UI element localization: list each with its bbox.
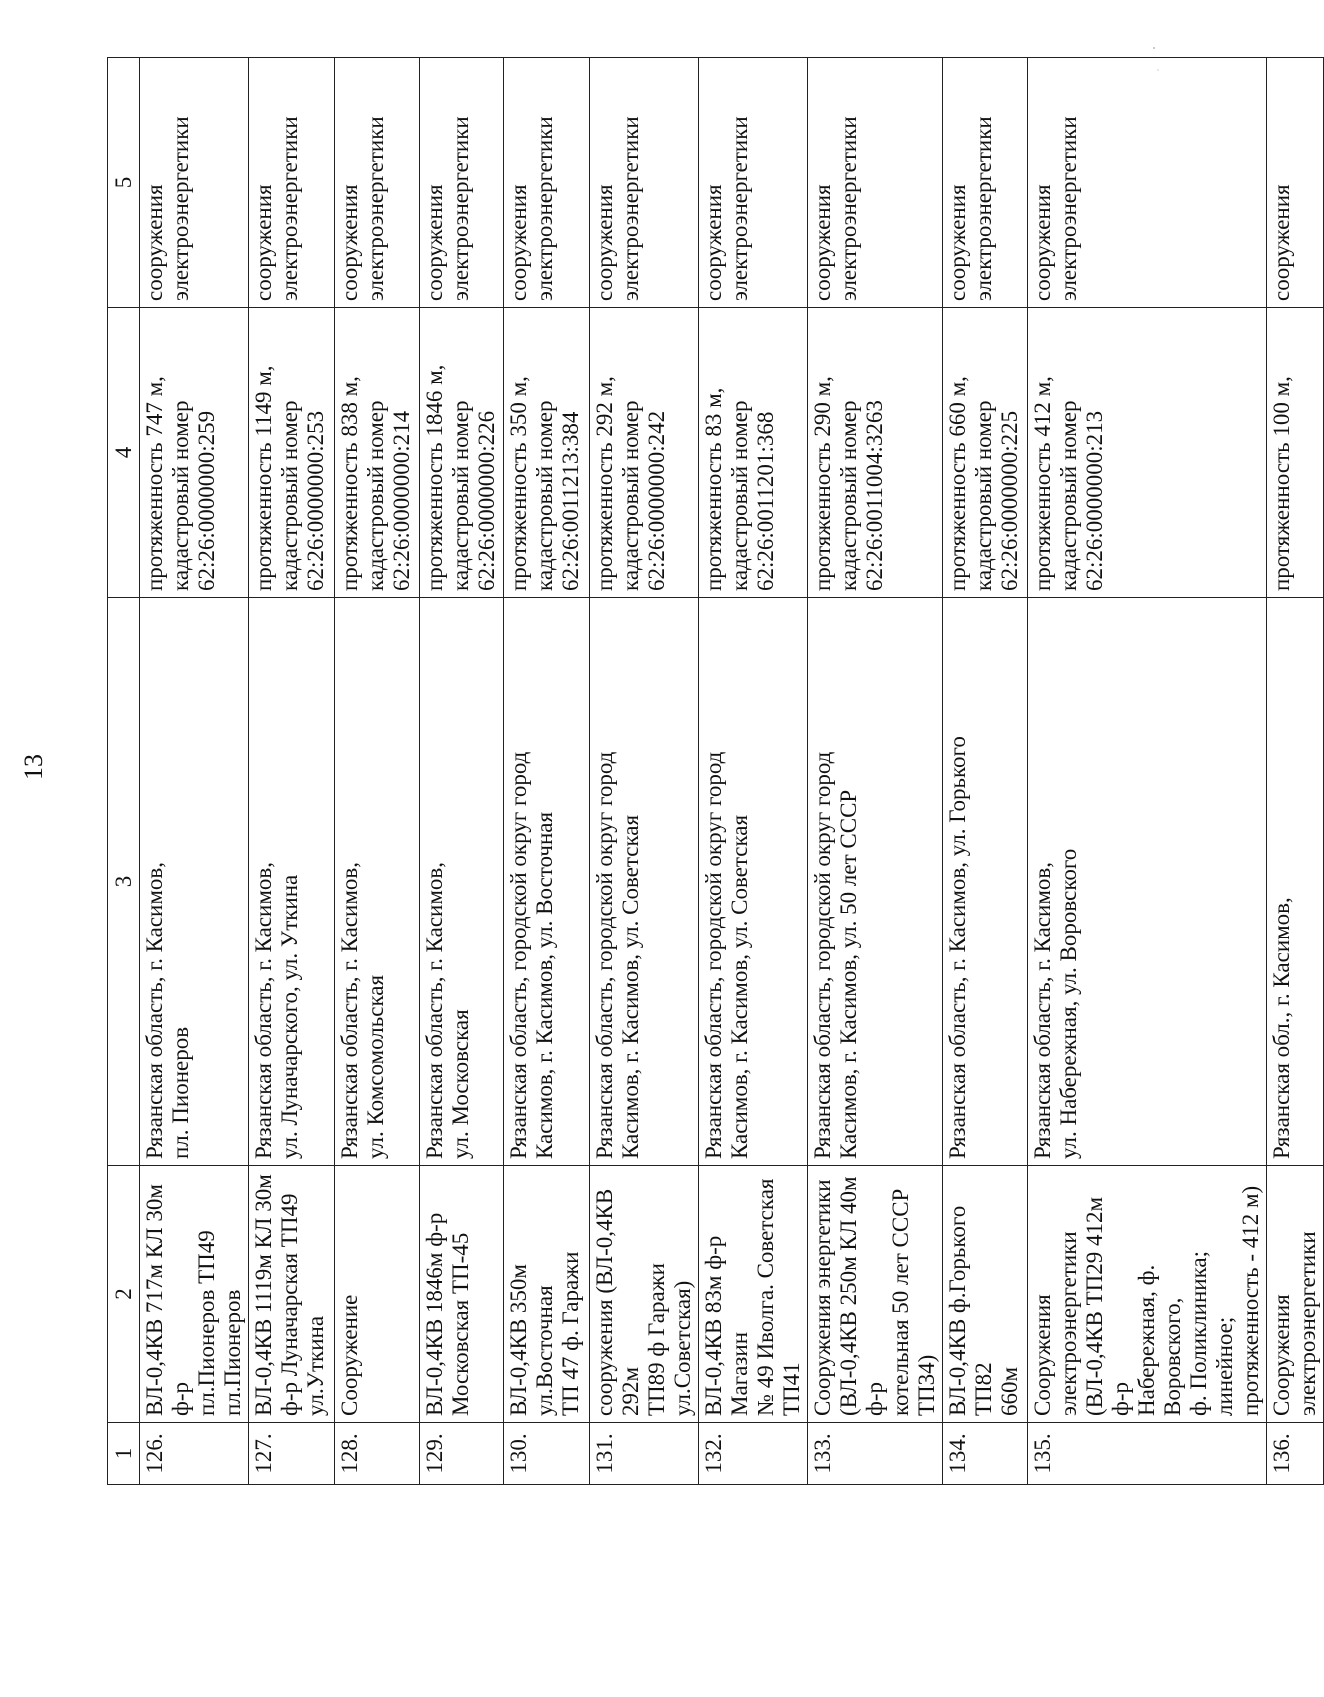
page-number: 13 [19,754,48,780]
object-name: Сооружения электроэнергетики [1267,1166,1324,1423]
object-specs: протяженность 412 м, кадастровый номер 62:26:0000000:213 [1028,308,1267,598]
object-specs: протяженность 838 м, кадастровый номер 62:26:0000000:214 [335,308,420,598]
object-type: сооружения электроэнергетики [808,58,943,308]
object-name: ВЛ-0,4КВ 83м ф-р Магазин № 49 Иволга. Советская ТП41 [699,1166,808,1423]
object-name: Сооружения энергетики (ВЛ-0,4КВ 250м КЛ 40м ф-р котельная 50 лет СССР ТП34) [808,1166,943,1423]
row-number: 127. [249,1423,335,1485]
object-specs: протяженность 350 м, кадастровый номер 62:26:0011213:384 [504,308,590,598]
object-address: Рязанская область, г. Касимов, ул. Горького [943,598,1028,1166]
object-address: Рязанская область, городской округ город Касимов, г. Касимов, ул. Советская [590,598,699,1166]
row-number: 129. [420,1423,504,1485]
table-row [590,58,699,1485]
row-number: 136. [1267,1423,1324,1485]
object-type: сооружения электроэнергетики [1028,58,1267,308]
object-specs: протяженность 1846 м, кадастровый номер 62:26:0000000:226 [420,308,504,598]
column-number: 1 [108,1423,140,1485]
row-number: 128. [335,1423,420,1485]
object-specs: протяженность 290 м, кадастровый номер 62:26:0011004:3263 [808,308,943,598]
object-address: Рязанская область, г. Касимов, пл. Пионеров [140,598,249,1166]
object-type: сооружения электроэнергетики [335,58,420,308]
object-name: Сооружение [335,1166,420,1423]
object-address: Рязанская область, г. Касимов, ул. Набережная, ул. Воровского [1028,598,1267,1166]
row-number: 134. [943,1423,1028,1485]
table-row [943,58,1028,1485]
object-type: сооружения электроэнергетики [140,58,249,308]
object-type: сооружения электроэнергетики [943,58,1028,308]
object-name: ВЛ-0,4КВ ф.Горького ТП82 660м [943,1166,1028,1423]
row-number: 131. [590,1423,699,1485]
object-type: сооружения [1267,58,1324,308]
table-row [699,58,808,1485]
column-number: 4 [108,308,140,598]
table-row [335,58,420,1485]
table-row [140,58,249,1485]
column-number: 5 [108,58,140,308]
object-type: сооружения электроэнергетики [699,58,808,308]
object-address: Рязанская область, городской округ город Касимов, г. Касимов, ул. 50 лет СССР [808,598,943,1166]
object-specs: протяженность 83 м, кадастровый номер 62:26:0011201:368 [699,308,808,598]
object-name: ВЛ-0,4КВ 717м КЛ 30м ф-р пл.Пионеров ТП49 пл.Пионеров [140,1166,249,1423]
object-type: сооружения электроэнергетики [249,58,335,308]
column-number: 2 [108,1166,140,1423]
object-specs: протяженность 1149 м, кадастровый номер 62:26:0000000:253 [249,308,335,598]
object-type: сооружения электроэнергетики [420,58,504,308]
object-specs: протяженность 292 м, кадастровый номер 62:26:0000000:242 [590,308,699,598]
object-name: Сооружения электроэнергетики (ВЛ-0,4КВ ТП29 412м ф-р Набережная, ф. Воровского, ф. Поликлиника; линейное; протяженность - 412 м) [1028,1166,1267,1423]
row-number: 132. [699,1423,808,1485]
object-address: Рязанская область, г. Касимов, ул. Комсомольская [335,598,420,1166]
table-row [808,58,943,1485]
row-number: 126. [140,1423,249,1485]
table-row [249,58,335,1485]
table-row [504,58,590,1485]
object-address: Рязанская область, г. Касимов, ул. Московская [420,598,504,1166]
column-number-row [108,58,140,1485]
object-name: ВЛ-0,4КВ 1119м КЛ 30м ф-р Луначарская ТП49 ул.Уткина [249,1166,335,1423]
table-row [420,58,504,1485]
column-number: 3 [108,598,140,1166]
row-number: 130. [504,1423,590,1485]
object-specs: протяженность 660 м, кадастровый номер 62:26:0000000:225 [943,308,1028,598]
object-address: Рязанская область, городской округ город Касимов, г. Касимов, ул. Советская [699,598,808,1166]
object-address: Рязанская область, городской округ город Касимов, г. Касимов, ул. Восточная [504,598,590,1166]
object-name: сооружения (ВЛ-0,4КВ 292м ТП89 ф Гаражи ул.Советская) [590,1166,699,1423]
row-number: 133. [808,1423,943,1485]
object-address: Рязанская обл., г. Касимов, [1267,598,1324,1166]
object-type: сооружения электроэнергетики [590,58,699,308]
object-specs: протяженность 100 м, [1267,308,1324,598]
object-name: ВЛ-0,4КВ 350м ул.Восточная ТП 47 ф. Гаражи [504,1166,590,1423]
rotated-registry-page [107,58,1320,1485]
table-row [1028,58,1267,1485]
property-registry-table [107,57,1324,1485]
object-type: сооружения электроэнергетики [504,58,590,308]
table-row [1267,58,1324,1485]
object-address: Рязанская область, г. Касимов, ул. Луначарского, ул. Уткина [249,598,335,1166]
row-number: 135. [1028,1423,1267,1485]
object-specs: протяженность 747 м, кадастровый номер 62:26:0000000:259 [140,308,249,598]
object-name: ВЛ-0,4КВ 1846м ф-р Московская ТП-45 [420,1166,504,1423]
